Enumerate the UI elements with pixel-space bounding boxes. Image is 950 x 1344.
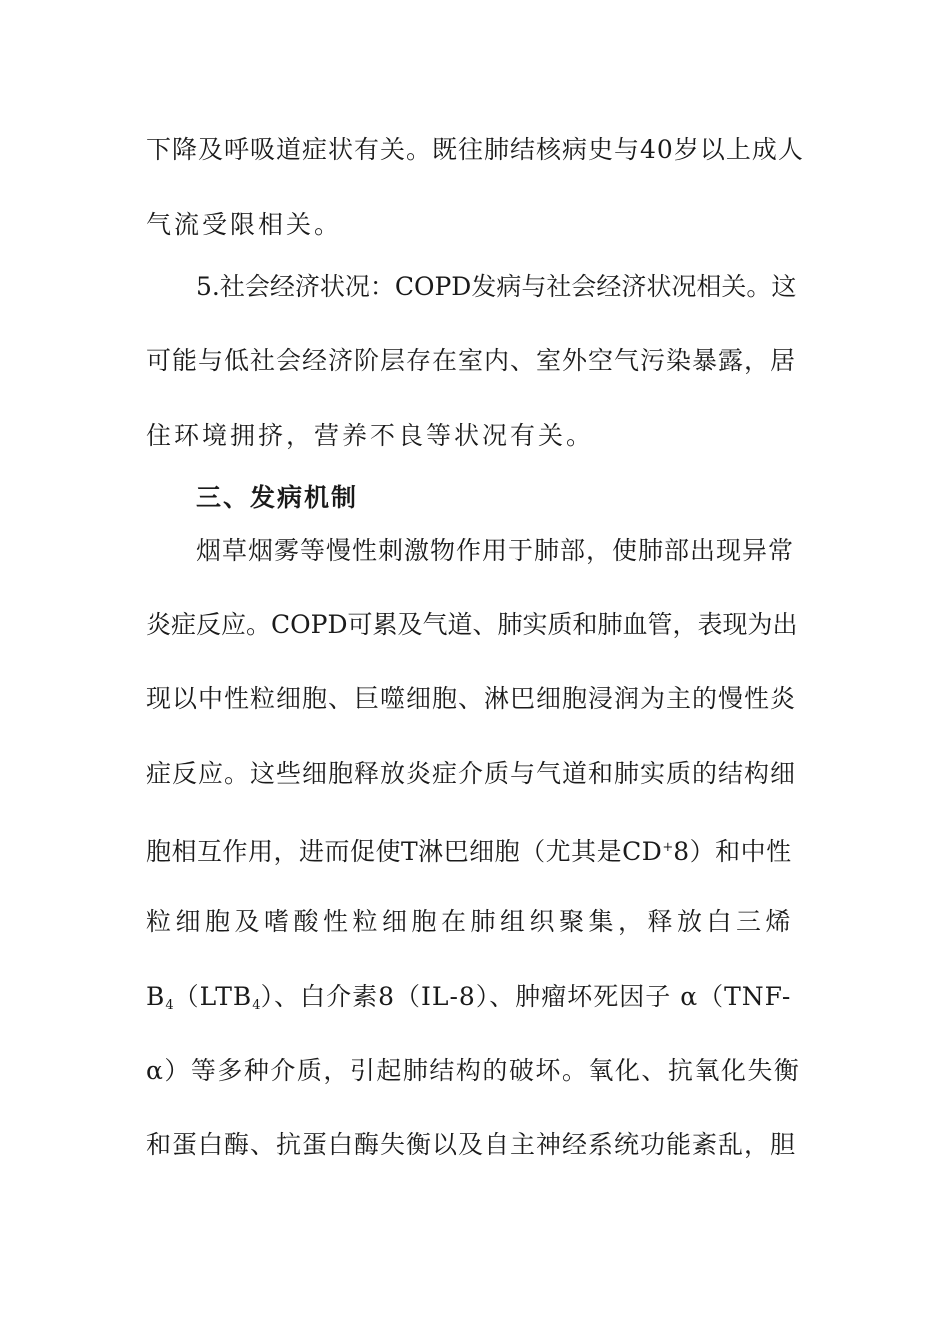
subscript: 4 (165, 998, 174, 1013)
body-text-line: 症反应。这些细胞释放炎症介质与气道和肺实质的结构细 (146, 759, 797, 788)
body-text-line: 和蛋白酶、抗蛋白酶失衡以及自主神经系统功能紊乱，胆 (146, 1130, 797, 1159)
body-text-line: 烟草烟雾等慢性刺激物作用于肺部，使肺部出现异常 (196, 536, 795, 565)
body-text-line: 5.社会经济状况：COPD发病与社会经济状况相关。这 (196, 272, 797, 301)
body-text-line: 现以中性粒细胞、巨噬细胞、淋巴细胞浸润为主的慢性炎 (146, 684, 797, 713)
body-text-line: 住环境拥挤，营养不良等状况有关。 (146, 421, 595, 450)
body-text-line: α）等多种介质，引起肺结构的破坏。氧化、抗氧化失衡 (146, 1056, 801, 1085)
line-text: （LTB (173, 982, 253, 1011)
subscript: 4 (252, 998, 261, 1013)
superscript: + (662, 840, 674, 855)
body-text-line: 下降及呼吸道症状有关。既往肺结核病史与40岁以上成人 (146, 135, 804, 164)
body-text-line: 粒细胞及嗜酸性粒细胞在肺组织聚集，释放白三烯 (146, 907, 796, 936)
line-text: B (146, 982, 166, 1011)
section-heading: 三、发病机制 (196, 483, 359, 512)
body-text-line-b4 (146, 980, 804, 1023)
body-text-line: 可能与低社会经济阶层存在室内、室外空气污染暴露，居 (146, 346, 797, 375)
line-text: ）、白介素8（IL-8）、肿瘤坏死因子 α（TNF- (260, 982, 792, 1011)
body-text-line: 炎症反应。COPD可累及气道、肺实质和肺血管，表现为出 (146, 610, 798, 639)
line-text: 胞相互作用，进而促使T淋巴细胞（尤其是CD (146, 837, 663, 866)
line-text: 8）和中性 (673, 837, 792, 866)
body-text-line-cd8 (146, 831, 804, 869)
body-text-line: 气流受限相关。 (146, 210, 343, 239)
